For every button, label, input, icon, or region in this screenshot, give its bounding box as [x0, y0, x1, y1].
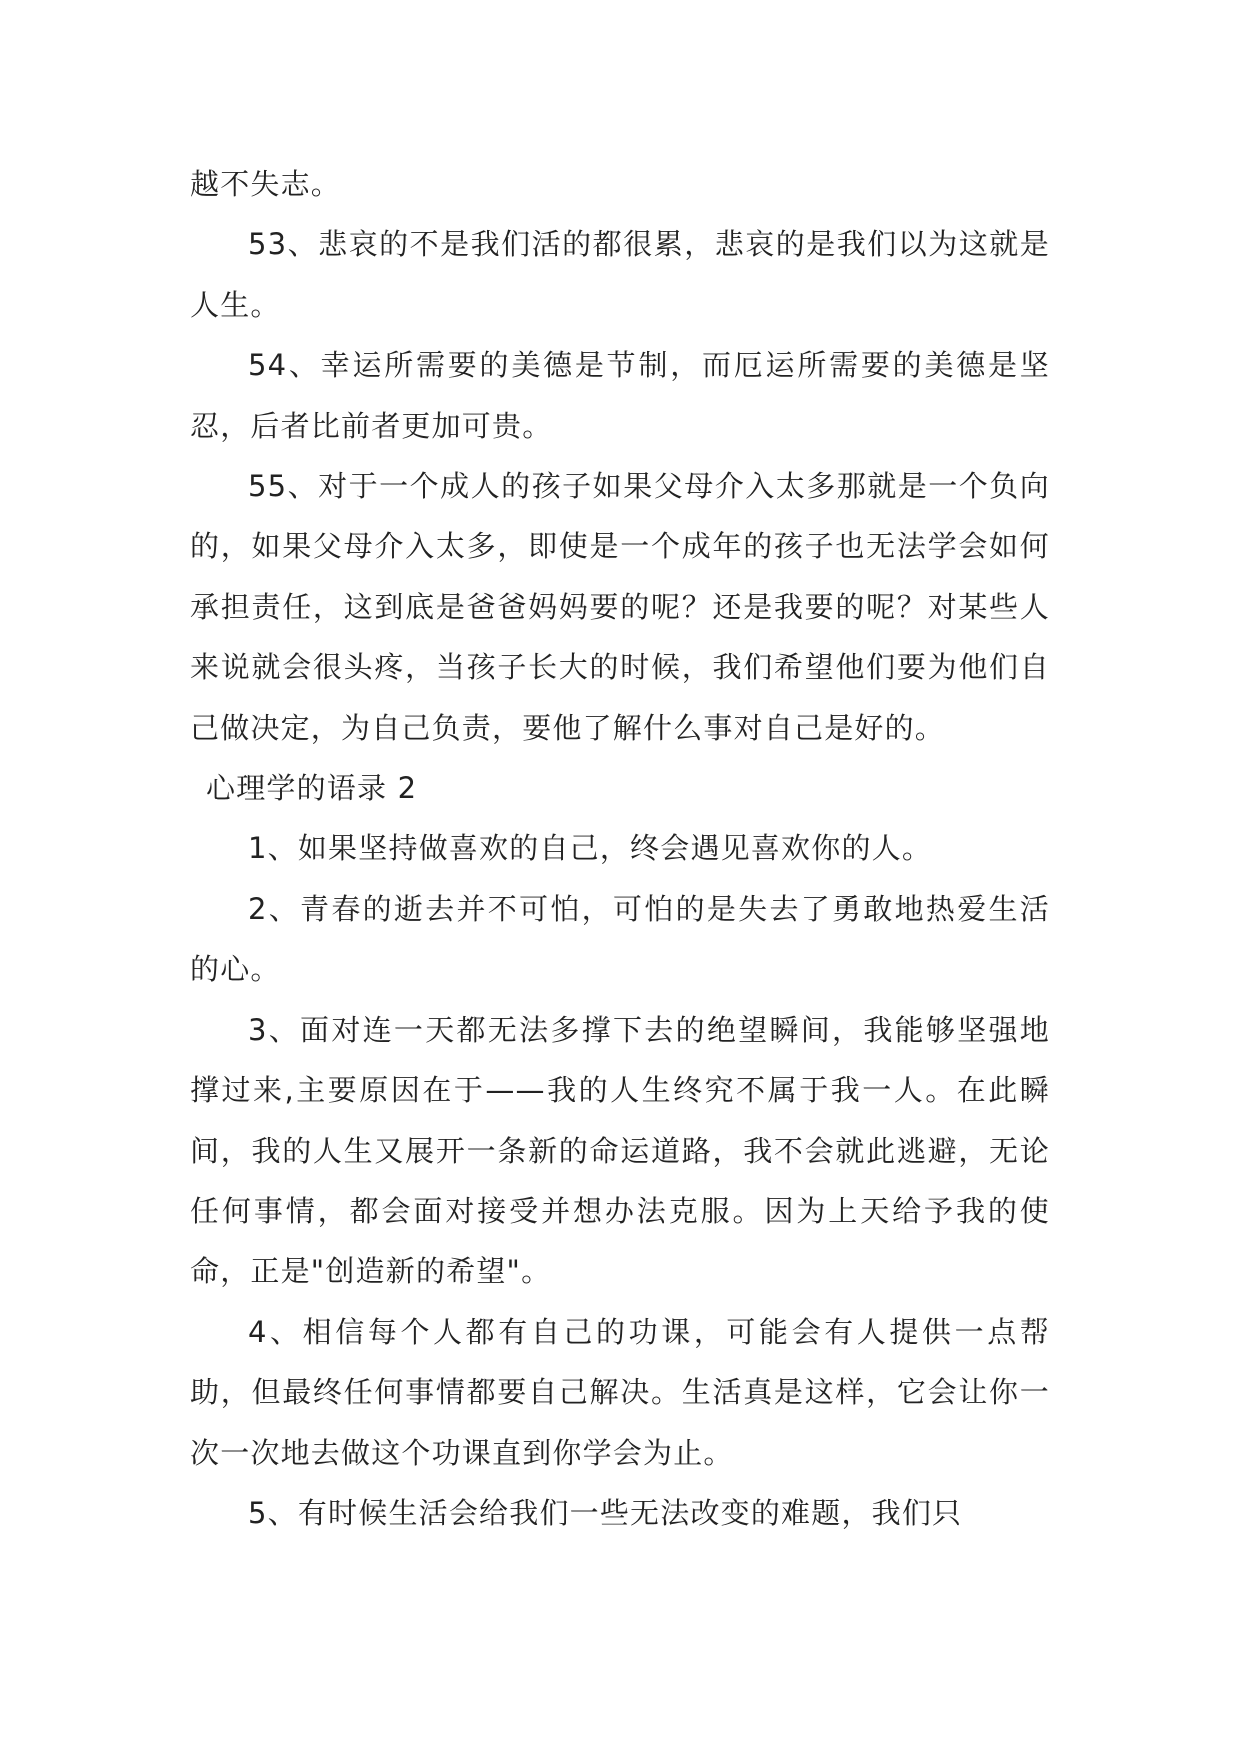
quote-item-53: 53、悲哀的不是我们活的都很累，悲哀的是我们以为这就是人生。 — [190, 227, 1050, 322]
quote-item-1: 1、如果坚持做喜欢的自己，终会遇见喜欢你的人。 — [248, 831, 933, 866]
quote-item-54: 54、幸运所需要的美德是节制，而厄运所需要的美德是坚忍，后者比前者更加可贵。 — [190, 348, 1050, 443]
document-body — [190, 154, 1050, 1543]
paragraph-continuation: 越不失志。 — [190, 167, 342, 201]
section-heading: 心理学的语录 2 — [206, 771, 418, 806]
quote-item-4: 4、相信每个人都有自己的功课，可能会有人提供一点帮助，但最终任何事情都要自己解决。生活真是这样，它会让你一次一次地去做这个功课直到你学会为止。 — [190, 1314, 1050, 1470]
quote-item-3: 3、面对连一天都无法多撑下去的绝望瞬间，我能够坚强地撑过来,主要原因在于——我的人生终究不属于我一人。在此瞬间，我的人生又展开一条新的命运道路，我不会就此逃避，无论任何事情，都会面对接受并想办法克服。因为上天给予我的使命，正是"创造新的希望"。 — [190, 1012, 1050, 1289]
quote-item-5: 5、有时候生活会给我们一些无法改变的难题，我们只 — [248, 1495, 963, 1530]
quote-item-55: 55、对于一个成人的孩子如果父母介入太多那就是一个负向的，如果父母介入太多，即使是一个成年的孩子也无法学会如何承担责任，这到底是爸爸妈妈要的呢？还是我要的呢？对某些人来说就会很头疼，当孩子长大的时候，我们希望他们要为他们自己做决定，为自己负责，要他了解什么事对自己是好的。 — [190, 469, 1050, 745]
quote-item-2: 2、青春的逝去并不可怕，可怕的是失去了勇敢地热爱生活的心。 — [190, 891, 1050, 987]
